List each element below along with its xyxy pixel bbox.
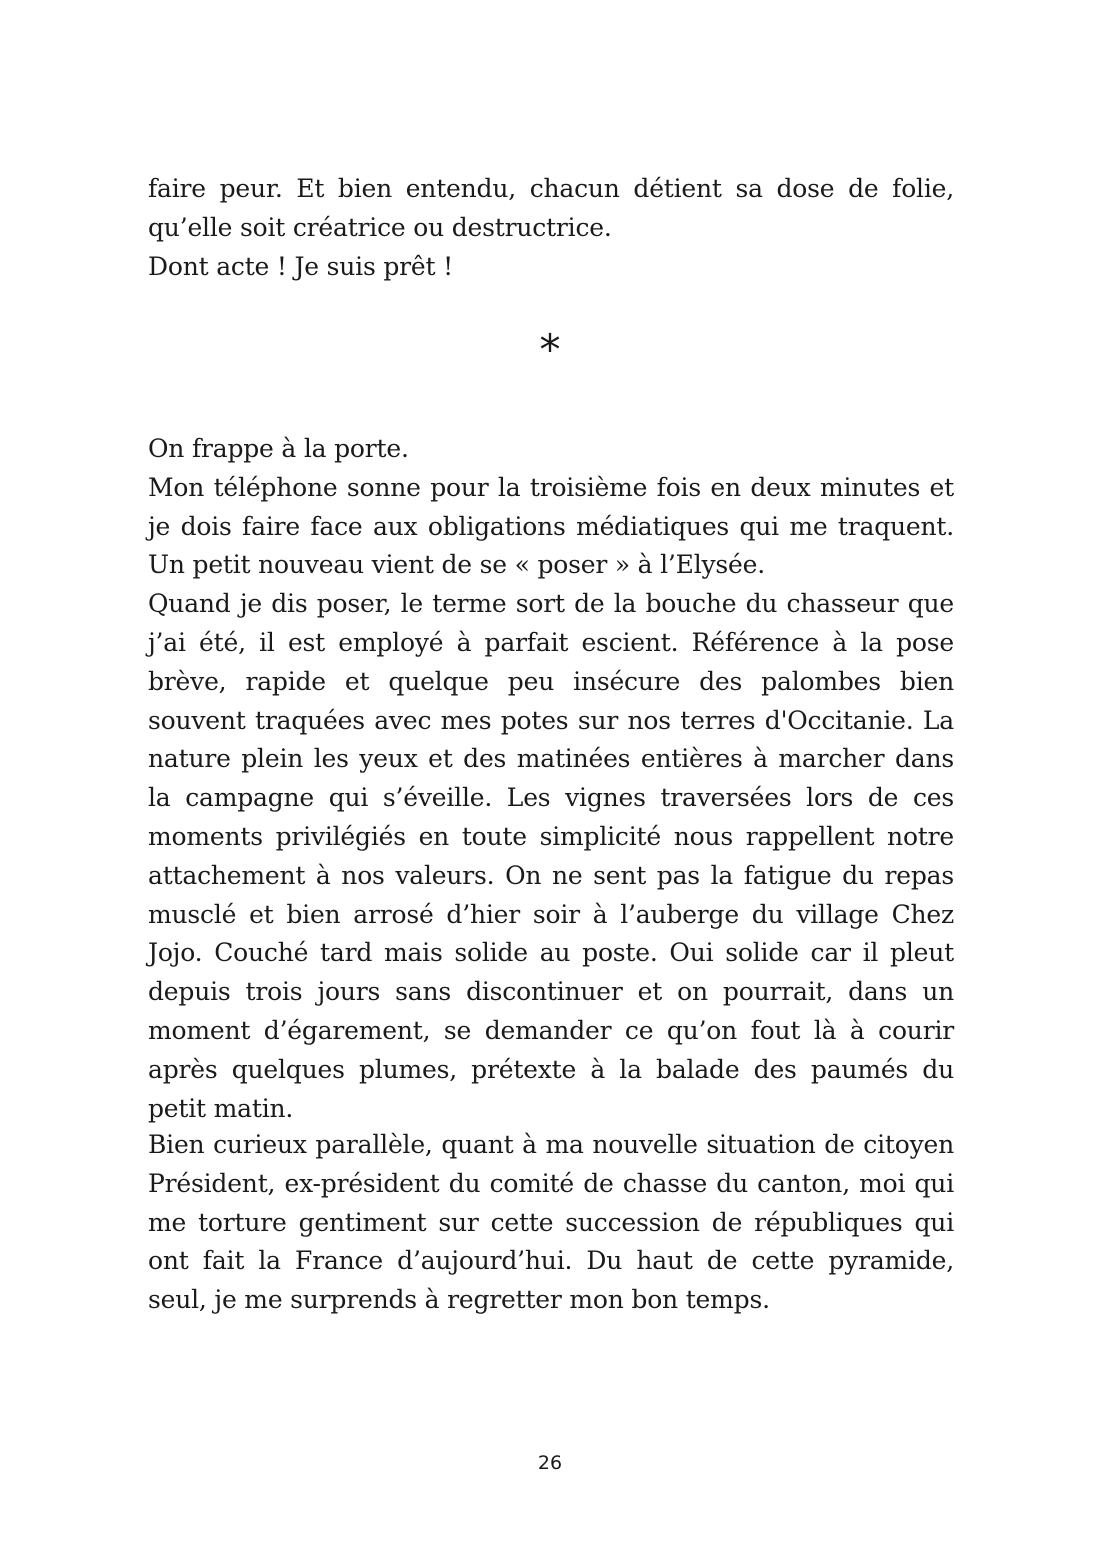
paragraph: Dont acte ! Je suis prêt !: [148, 251, 453, 281]
paragraph: On frappe à la porte.: [148, 434, 409, 463]
text-block-last: [148, 1126, 954, 1320]
paragraph: faire peur. Et bien entendu, chacun détient sa dose de folie, qu’elle soit créatrice ou destructrice.: [148, 174, 954, 242]
page-number: 26: [537, 1452, 563, 1474]
text-block-main: [148, 430, 954, 1128]
paragraph: Bien curieux parallèle, quant à ma nouvelle situation de citoyen Président, ex-président du comité de chasse du canton, moi qui me torture gentiment sur cette succession de républiques qui ont fait la France d’aujourd’hui. Du haut de cette pyramide, seul, je me surprends à regretter mon bon temps.: [148, 1130, 954, 1315]
paragraph: Mon téléphone sonne pour la troisième fois en deux minutes et je dois faire face aux obligations médiatiques qui me traquent. Un petit nouveau vient de se « poser » à l’Elysée.: [148, 472, 954, 580]
text-block-top: [148, 170, 954, 286]
section-separator: *: [539, 325, 561, 374]
paragraph: Quand je dis poser, le terme sort de la bouche du chasseur que j’ai été, il est employé à parfait escient. Référence à la pose brève, rapide et quelque peu insécure des palombes bien souvent traquées avec mes potes sur nos terres d'Occitanie. La nature plein les yeux et des matinées entières à marcher dans la campagne qui s’éveille. Les vignes traversées lors de ces moments privilégiés en toute simplicité nous rappellent notre attachement à nos valeurs. On ne sent pas la fatigue du repas musclé et bien arrosé d’hier soir à l’auberge du village Chez Jojo. Couché tard mais solide au poste. Oui solide car il pleut depuis trois jours sans discontinuer et on pourrait, dans un moment d’égarement, se demander ce qu’on fout là à courir après quelques plumes, prétexte à la balade des paumés du petit matin.: [148, 589, 954, 1123]
